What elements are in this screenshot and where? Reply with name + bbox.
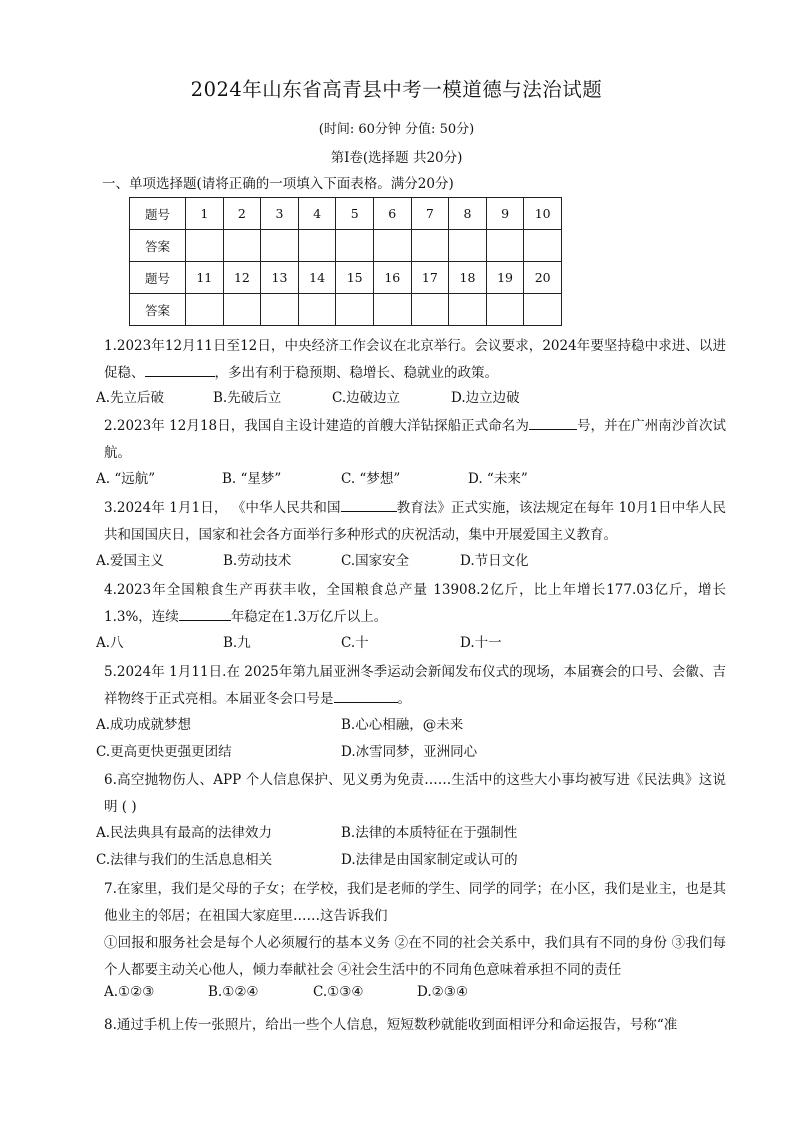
question-4 [76, 577, 726, 631]
options-q6-row1 [96, 821, 736, 848]
answer-cell[interactable] [373, 294, 411, 326]
question-6 [76, 767, 726, 821]
options-q5-row2 [96, 740, 736, 767]
answer-cell[interactable] [449, 230, 487, 262]
option-d[interactable]: D.节日文化 [460, 553, 529, 569]
answer-cell[interactable] [336, 294, 374, 326]
table-cell: 19 [486, 262, 524, 294]
answer-cell[interactable] [223, 230, 261, 262]
question-text: 教育法》正式实施，该法规定在每年 10月1日中华人民共和国国庆日，国家和社会各方面举行多种形式的庆祝活动，集中开展爱国主义教育。 [104, 500, 726, 543]
answer-cell[interactable] [336, 230, 374, 262]
volume-heading: 第Ⅰ卷(选择题 共20分) [330, 150, 463, 166]
options-q1 [96, 386, 736, 413]
table-cell: 11 [186, 262, 224, 294]
table-cell: 1 [186, 198, 224, 230]
table-header-cell: 题号 [130, 262, 186, 294]
question-1 [76, 333, 726, 387]
fill-blank [179, 606, 231, 621]
table-cell: 14 [298, 262, 336, 294]
option-b[interactable]: B.法律的本质特征在于强制性 [341, 825, 518, 841]
answer-cell[interactable] [261, 294, 299, 326]
option-c[interactable]: C.法律与我们的生活息息相关 [96, 852, 273, 868]
table-row [130, 198, 562, 230]
answer-cell[interactable] [449, 294, 487, 326]
option-d[interactable]: D. “未来” [468, 471, 528, 487]
section-heading: 一、单项选择题(请将正确的一项填入下面表格。满分20分) [102, 176, 454, 192]
option-a[interactable]: A.先立后破 [96, 390, 165, 406]
table-cell: 10 [524, 198, 562, 230]
table-cell: 17 [411, 262, 449, 294]
table-header-cell: 题号 [130, 198, 186, 230]
question-7 [76, 876, 726, 930]
option-c[interactable]: C.边破边立 [332, 390, 401, 406]
fill-blank [334, 688, 398, 703]
answer-cell[interactable] [186, 294, 224, 326]
answer-cell[interactable] [298, 294, 336, 326]
option-b[interactable]: B.先破后立 [213, 390, 282, 406]
statements-text: ①回报和服务社会是每个人必须履行的基本义务 ②在不同的社会关系中，我们具有不同的身份 ③我们每个人都要主动关心他人，倾力奉献社会 ④社会生活中的不同角色意味着承担不同的责任 [104, 935, 726, 978]
table-cell: 9 [486, 198, 524, 230]
fill-blank [145, 362, 215, 377]
table-cell: 18 [449, 262, 487, 294]
option-a[interactable]: A. “远航” [96, 471, 156, 487]
question-text: 3.2024年 1月1日， 《中华人民共和国 [104, 500, 341, 516]
answer-cell[interactable] [373, 230, 411, 262]
option-c[interactable]: C.更高更快更强更团结 [96, 744, 232, 760]
answer-cell[interactable] [486, 294, 524, 326]
exam-subtitle: (时间: 60分钟 分值: 50分) [318, 122, 475, 137]
question-8 [76, 1012, 726, 1039]
answer-cell[interactable] [411, 294, 449, 326]
table-cell: 7 [411, 198, 449, 230]
option-d[interactable]: D.法律是由国家制定或认可的 [341, 852, 518, 868]
option-a[interactable]: A.民法典具有最高的法律效力 [96, 825, 273, 841]
table-row [130, 262, 562, 294]
option-d[interactable]: D.边立边破 [451, 390, 520, 406]
answer-cell[interactable] [186, 230, 224, 262]
table-cell: 16 [373, 262, 411, 294]
option-c[interactable]: C.十 [341, 635, 369, 651]
option-a[interactable]: A.①②③ [104, 984, 155, 1000]
table-cell: 5 [336, 198, 374, 230]
question-text: 4.2023年全国粮食生产再获丰收，全国粮食总产量 13908.2亿斤，比上年增长177.03亿斤，增长1.3%，连续 [104, 582, 726, 625]
table-header-cell: 答案 [130, 230, 186, 262]
question-text: 。 [397, 691, 411, 707]
table-cell: 4 [298, 198, 336, 230]
option-a[interactable]: A.成功成就梦想 [96, 717, 192, 733]
answer-cell[interactable] [261, 230, 299, 262]
question-2 [76, 413, 726, 467]
options-q4 [96, 631, 736, 658]
option-b[interactable]: B.劳动技术 [223, 553, 292, 569]
options-q2 [96, 467, 736, 494]
table-cell: 8 [449, 198, 487, 230]
answer-cell[interactable] [524, 294, 562, 326]
question-7-statements [76, 930, 726, 984]
question-3 [76, 495, 726, 549]
question-text: 2.2023年 12月18日，我国自主设计建造的首艘大洋钻探船正式命名为 [104, 418, 529, 434]
option-d[interactable]: D.②③④ [417, 984, 468, 1000]
table-cell: 2 [223, 198, 261, 230]
table-row [130, 294, 562, 326]
question-text: 1.2023年12月11日至12日，中央经济工作会议在北京举行。会议要求，2024年要坚持稳中求进、以进促稳、 [104, 338, 726, 381]
fill-blank [341, 497, 397, 512]
options-q5-row1 [96, 713, 736, 740]
table-cell: 3 [261, 198, 299, 230]
question-text: 5.2024年 1月11日.在 2025年第九届亚洲冬季运动会新闻发布仪式的现场，本届赛会的口号、会徽、吉祥物终于正式亮相。本届亚冬会口号是 [104, 664, 726, 707]
question-5 [76, 659, 726, 713]
option-b[interactable]: B.①②④ [208, 984, 259, 1000]
options-q6-row2 [96, 848, 736, 875]
answer-cell[interactable] [223, 294, 261, 326]
answer-table [129, 197, 562, 326]
exam-title: 2024年山东省高青县中考一模道德与法治试题 [190, 78, 603, 101]
option-d[interactable]: D.十一 [460, 635, 502, 651]
option-a[interactable]: A.爱国主义 [96, 553, 165, 569]
option-c[interactable]: C.①③④ [313, 984, 364, 1000]
option-b[interactable]: B. “星梦” [222, 471, 282, 487]
table-cell: 20 [524, 262, 562, 294]
table-cell: 12 [223, 262, 261, 294]
option-b[interactable]: B.九 [223, 635, 251, 651]
option-d[interactable]: D.冰雪同梦，亚洲同心 [341, 744, 478, 760]
answer-cell[interactable] [524, 230, 562, 262]
table-row [130, 230, 562, 262]
option-b[interactable]: B.心心相融，@未来 [341, 717, 464, 733]
fill-blank [529, 415, 577, 430]
table-cell: 13 [261, 262, 299, 294]
option-a[interactable]: A.八 [96, 635, 124, 651]
question-text: ，多出有利于稳预期、稳增长、稳就业的政策。 [214, 365, 498, 381]
options-q7 [104, 984, 744, 1011]
table-cell: 15 [336, 262, 374, 294]
option-c[interactable]: C.国家安全 [341, 553, 410, 569]
answer-cell[interactable] [486, 230, 524, 262]
table-header-cell: 答案 [130, 294, 186, 326]
answer-cell[interactable] [411, 230, 449, 262]
option-c[interactable]: C. “梦想” [341, 471, 401, 487]
question-text: 号，并在广州南沙首次试航。 [104, 418, 727, 461]
question-text: 7.在家里，我们是父母的子女；在学校，我们是老师的学生、同学的同学；在小区，我们是业主，也是其他业主的邻居；在祖国大家庭里……这告诉我们 [104, 881, 726, 924]
answer-cell[interactable] [298, 230, 336, 262]
question-text: 6.高空抛物伤人、APP 个人信息保护、见义勇为免责……生活中的这些大小事均被写进《民法典》这说明 ( ) [104, 772, 726, 815]
options-q3 [96, 549, 736, 576]
question-text: 年稳定在1.3万亿斤以上。 [230, 609, 388, 625]
question-text: 8.通过手机上传一张照片，给出一些个人信息，短短数秒就能收到面相评分和命运报告，号称“准 [104, 1017, 678, 1033]
table-cell: 6 [373, 198, 411, 230]
